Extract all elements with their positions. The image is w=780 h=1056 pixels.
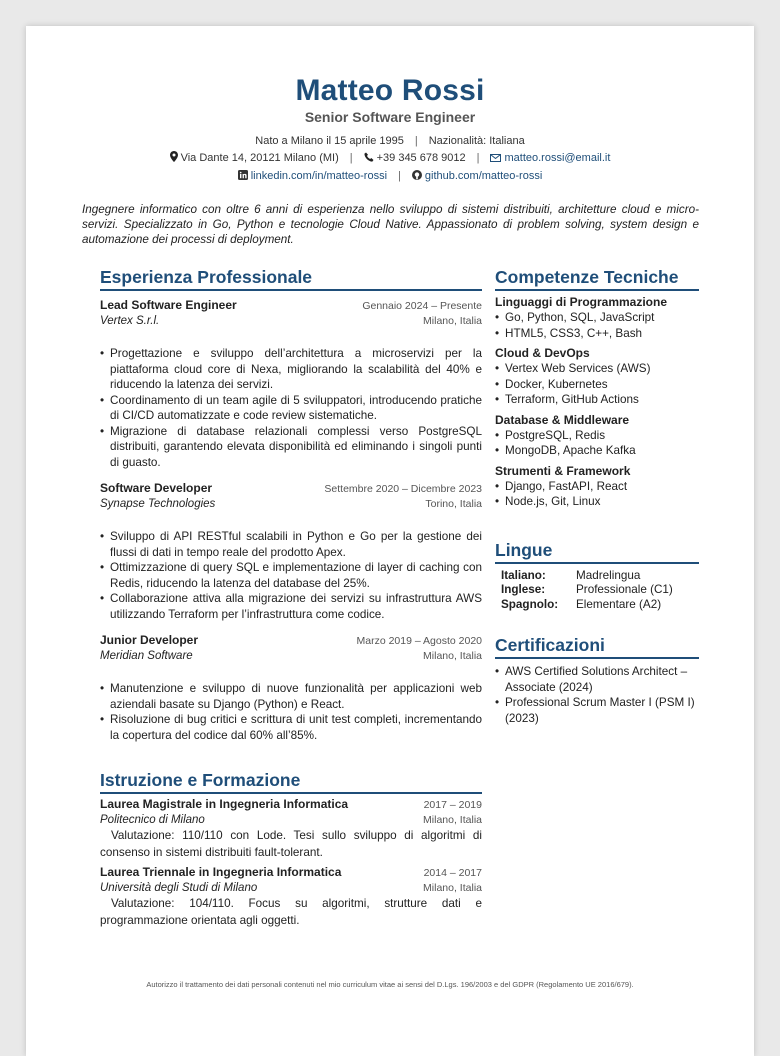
language-level: Professionale (C1) <box>576 583 673 596</box>
certifications-section-title: Certificazioni <box>495 634 699 659</box>
birth-info: Nato a Milano il 15 aprile 1995 <box>255 135 404 147</box>
degree-description: Valutazione: 110/110 con Lode. Tesi sullo sviluppo di algoritmi di consenso in sistemi distribuiti fault-tolerant. <box>100 829 482 859</box>
skill-item: • Vertex Web Services (AWS) <box>495 361 699 377</box>
school-location: Milano, Italia <box>423 882 482 894</box>
github-link[interactable]: github.com/matteo-rossi <box>424 170 543 182</box>
job-dates: Settembre 2020 – Dicembre 2023 <box>324 483 482 495</box>
skill-category: Database & Middleware <box>495 412 630 427</box>
job-bullets <box>100 529 482 622</box>
experience-section-title: Esperienza Professionale <box>100 266 482 291</box>
right-column <box>495 266 699 726</box>
profile-summary: Ingegnere informatico con oltre 6 anni di esperienza nello sviluppo di sistemi distribuiti, architetture cloud e micro-servizi. Specializzato in Go, Python e tecnologie Cloud Native. Appassionato di problem solving, system design e automazione dei processi di deployment. <box>82 203 699 246</box>
job-company: Vertex S.r.l. <box>100 315 160 327</box>
job-bullet: • Coordinamento di un team agile di 5 sviluppatori, introducendo pratiche di CI/CD automatizzate e code review sistematiche. <box>100 393 482 424</box>
job-role: Lead Software Engineer <box>100 298 237 312</box>
skill-category: Linguaggi di Programmazione <box>495 295 668 309</box>
skills-section-title: Competenze Tecniche <box>495 266 699 291</box>
job-bullet: • Sviluppo di API RESTful scalabili in Python e Go per la gestione dei flussi di dati in tempo reale del prodotto Apex. <box>100 529 482 560</box>
skill-category: Cloud & DevOps <box>495 346 590 360</box>
job-bullet: • Risoluzione di bug critici e scrittura di unit test completi, incrementando la copertura del codice dal 60% all’85%. <box>100 712 482 743</box>
job-company: Meridian Software <box>100 650 193 662</box>
school-location: Milano, Italia <box>423 814 482 826</box>
job-dates: Gennaio 2024 – Presente <box>362 300 482 312</box>
degree-dates: 2014 – 2017 <box>423 867 482 879</box>
education-entry <box>100 865 482 929</box>
job-bullets <box>100 681 482 743</box>
skill-list <box>495 310 699 341</box>
language-level: Madrelingua <box>576 568 641 582</box>
degree-title: Laurea Magistrale in Ingegneria Informatica <box>100 797 349 811</box>
job-location: Milano, Italia <box>423 650 482 662</box>
job-bullet: • Migrazione di database relazionali complessi verso PostgreSQL distribuiti, garantendo elevata disponibilità ed eliminando i singoli punti di guasto. <box>100 424 482 471</box>
job-title: Senior Software Engineer <box>304 109 476 125</box>
language-name: Spagnolo: <box>501 597 559 611</box>
degree-dates: 2017 – 2019 <box>423 799 482 811</box>
phone-icon <box>364 151 374 168</box>
job-entry <box>100 481 482 622</box>
privacy-footer: Autorizzo il trattamento dei dati personali contenuti nel mio curriculum vitae ai sensi del D.Lgs. 196/2003 e del GDPR (Regolamento UE 2016/679). <box>146 980 634 989</box>
job-role: Software Developer <box>100 481 213 495</box>
linkedin-link[interactable]: linkedin.com/in/matteo-rossi <box>250 170 388 182</box>
github-icon <box>412 169 422 186</box>
separator: | <box>349 152 353 164</box>
language-name: Italiano: <box>501 568 546 582</box>
school-name: Politecnico di Milano <box>100 814 205 826</box>
contact-line <box>26 150 754 168</box>
nationality-info: Nazionalità: Italiana <box>428 135 525 147</box>
skill-category: Strumenti & Framework <box>495 463 631 478</box>
certification-item: • AWS Certified Solutions Architect – Associate (2024) <box>495 664 699 695</box>
job-location: Milano, Italia <box>423 315 482 327</box>
job-dates: Marzo 2019 – Agosto 2020 <box>356 635 482 647</box>
job-bullet: • Manutenzione e sviluppo di nuove funzionalità per applicazioni web aziendali basate su Django (Python) e React. <box>100 681 482 712</box>
person-name: Matteo Rossi <box>295 74 485 107</box>
job-bullets <box>100 346 482 470</box>
skill-list <box>495 428 699 459</box>
languages-table <box>501 569 673 613</box>
education-entry <box>100 797 482 861</box>
certifications-list <box>495 664 699 726</box>
cv-header <box>26 74 754 186</box>
job-entry <box>100 298 482 470</box>
skill-item: • Docker, Kubernetes <box>495 377 699 393</box>
degree-title: Laurea Triennale in Ingegneria Informatica <box>100 865 342 879</box>
skill-list <box>495 361 699 408</box>
language-row <box>501 569 673 584</box>
links-line <box>26 168 754 186</box>
job-bullet: • Collaborazione attiva alla migrazione dei servizi su infrastruttura AWS utilizzando Terraform per l’infrastruttura come codice. <box>100 591 482 622</box>
skill-item: • Terraform, GitHub Actions <box>495 392 699 408</box>
job-entry <box>100 633 482 743</box>
job-bullet: • Progettazione e sviluppo dell’architettura a microservizi per la piattaforma cloud core di Nexa, migliorando la scalabilità del 40% e riducendo la latenza dei servizi. <box>100 346 482 393</box>
education-section-title: Istruzione e Formazione <box>100 769 482 794</box>
skill-item: • MongoDB, Apache Kafka <box>495 443 699 459</box>
school-name: Università degli Studi di Milano <box>100 882 258 894</box>
skill-item: • HTML5, CSS3, C++, Bash <box>495 326 699 342</box>
degree-description: Valutazione: 104/110. Focus su algoritmi, strutture dati e programmazione orientata agli oggetti. <box>100 897 482 927</box>
skill-item: • PostgreSQL, Redis <box>495 428 699 444</box>
separator: | <box>398 170 401 182</box>
certification-item: • Professional Scrum Master I (PSM I) (2023) <box>495 695 699 726</box>
language-name: Inglese: <box>501 583 546 596</box>
job-location: Torino, Italia <box>425 498 482 510</box>
job-bullet: • Ottimizzazione di query SQL e implementazione di layer di caching con Redis, riducendo la latenza del database del 25%. <box>100 560 482 591</box>
job-role: Junior Developer <box>100 633 199 647</box>
skill-list <box>495 479 699 510</box>
skill-item: • Node.js, Git, Linux <box>495 494 699 510</box>
linkedin-icon <box>238 169 248 186</box>
email-link[interactable]: matteo.rossi@email.it <box>504 152 611 164</box>
skill-item: • Django, FastAPI, React <box>495 479 699 495</box>
envelope-icon <box>490 151 501 168</box>
job-company: Synapse Technologies <box>100 498 216 510</box>
language-row <box>501 598 673 613</box>
phone-number: +39 345 678 9012 <box>376 152 466 164</box>
languages-section-title: Lingue <box>495 539 699 564</box>
skill-item: • Go, Python, SQL, JavaScript <box>495 310 699 326</box>
map-marker-icon <box>170 151 178 168</box>
language-level: Elementare (A2) <box>576 597 662 611</box>
separator: | <box>476 152 480 164</box>
address: Via Dante 14, 20121 Milano (MI) <box>180 152 339 164</box>
cv-page <box>26 26 754 1056</box>
left-column <box>100 266 482 929</box>
language-row <box>501 583 673 598</box>
personal-info-line <box>26 133 754 150</box>
separator: | <box>414 135 418 147</box>
